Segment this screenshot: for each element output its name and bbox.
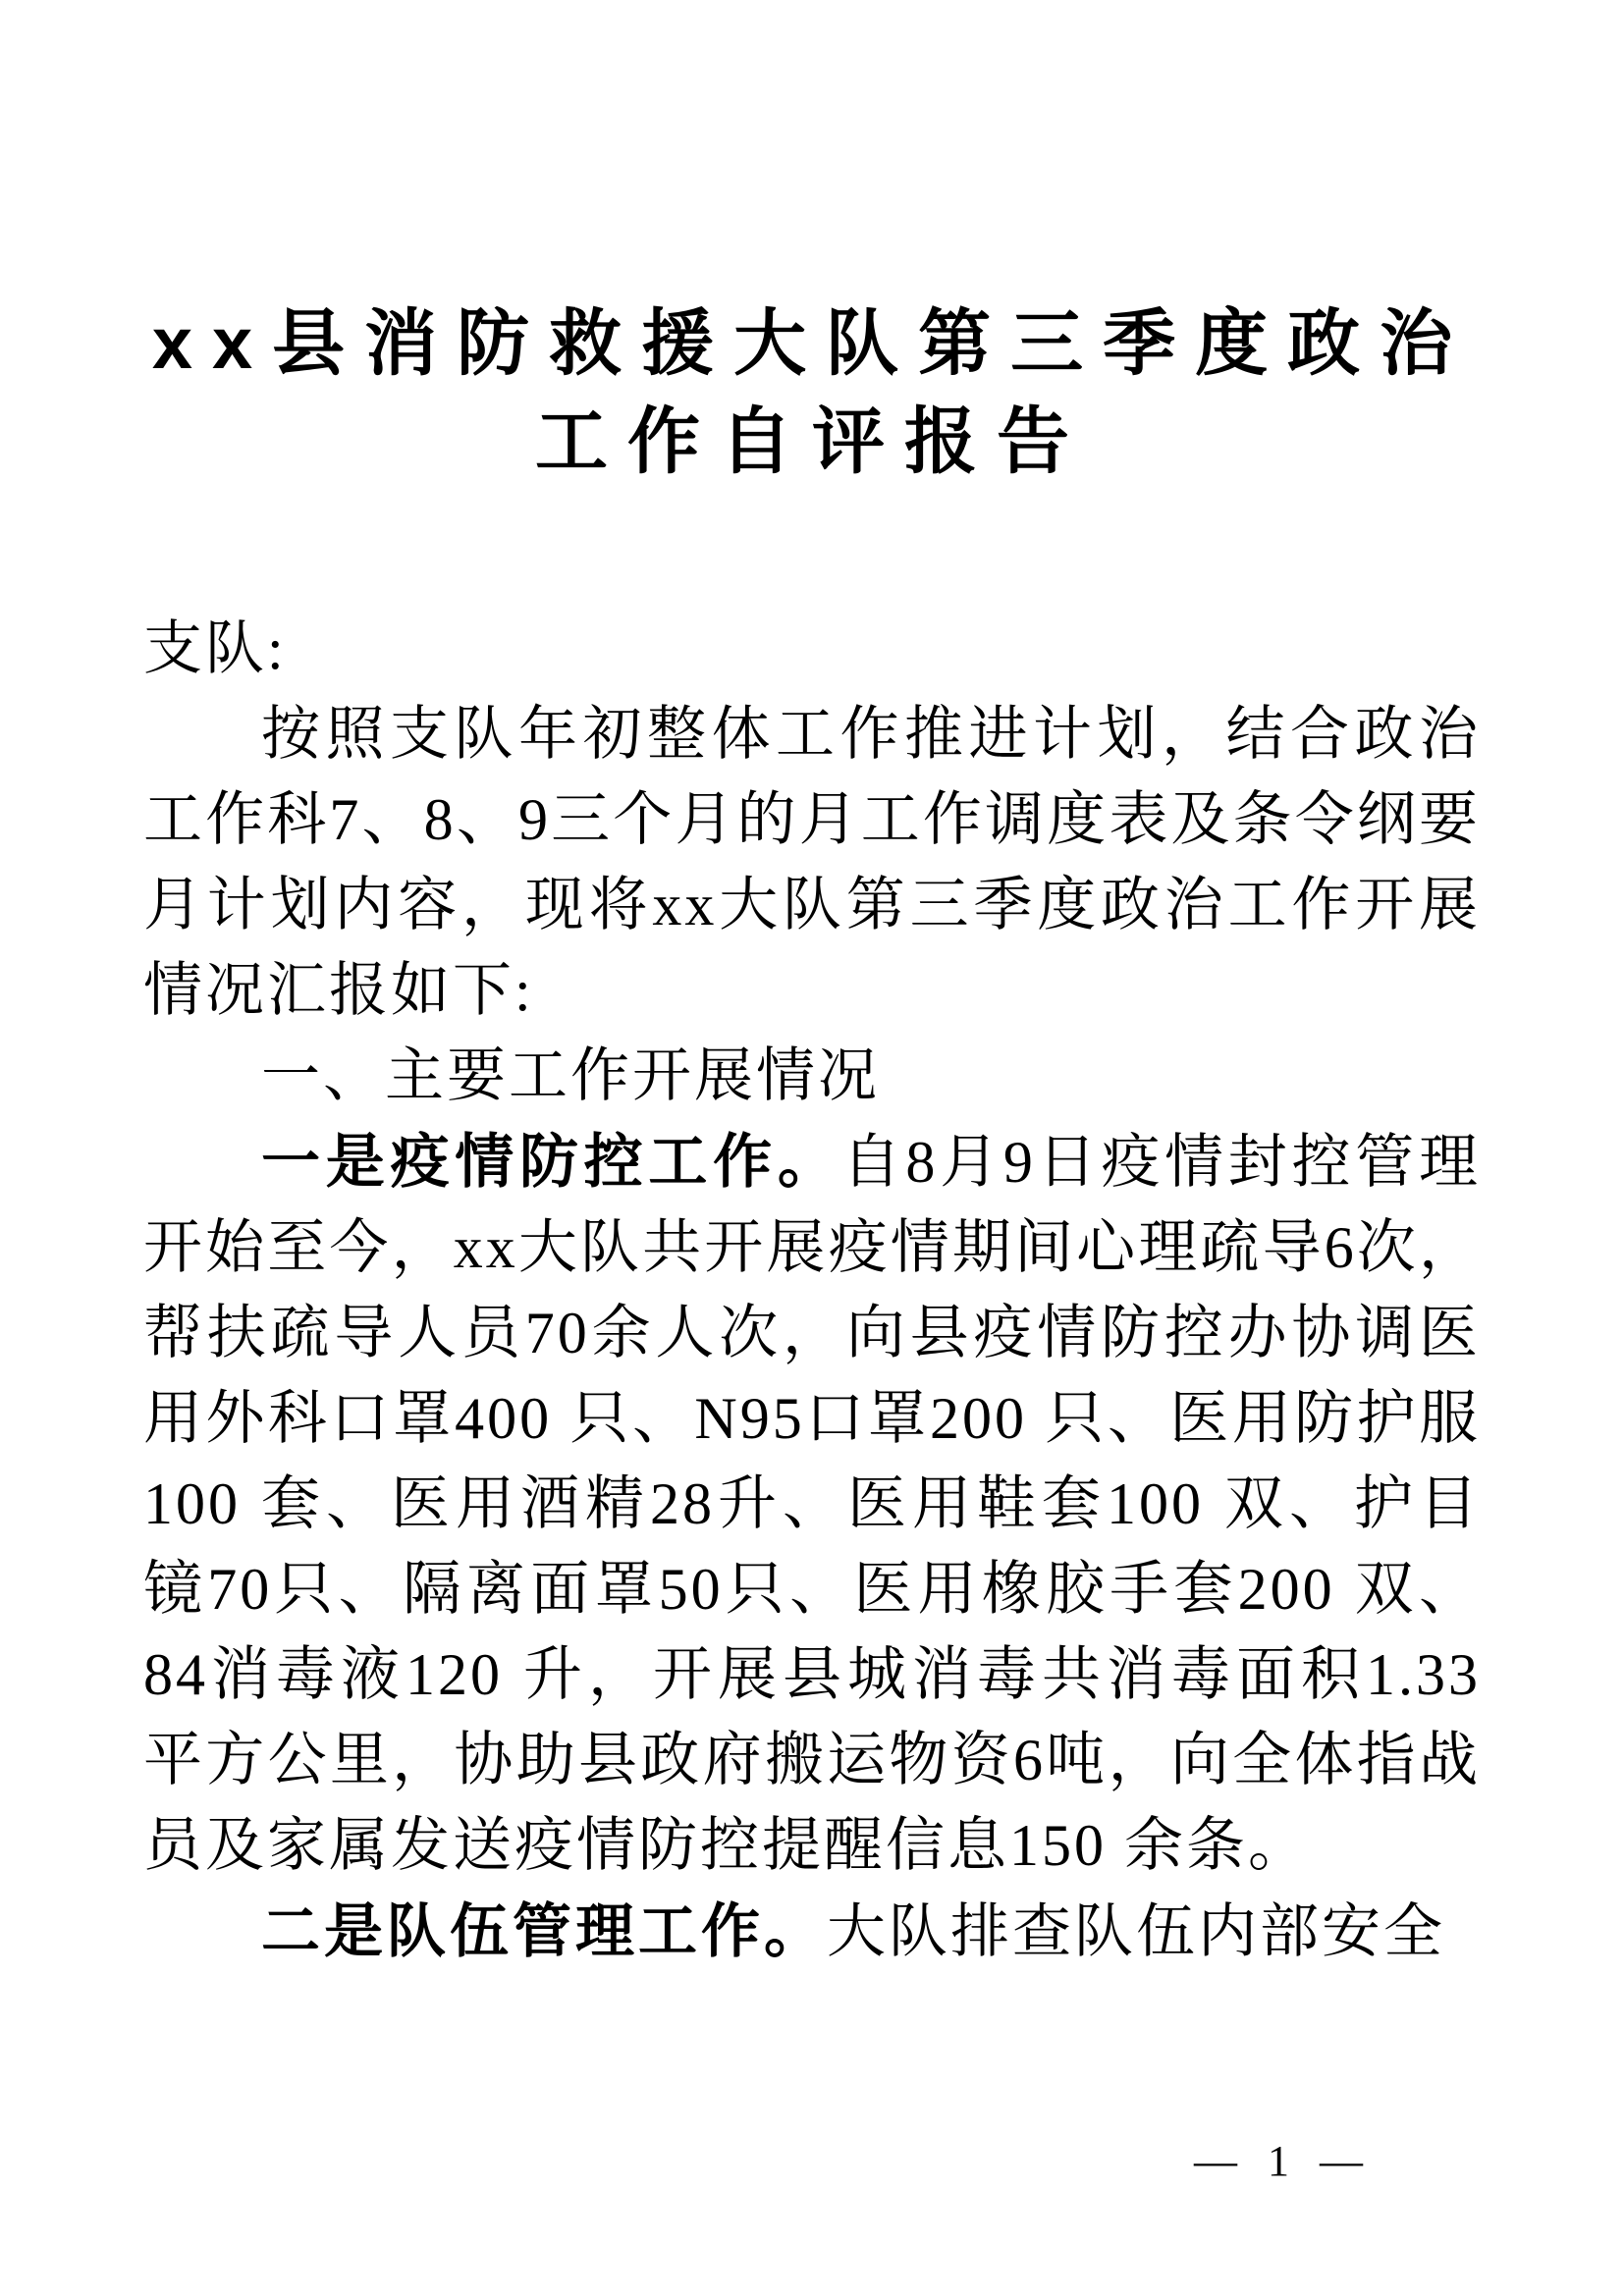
item2-lead: 二是队伍管理工作。	[261, 1898, 827, 1964]
item2-text: 大队排查队伍内部安全	[827, 1899, 1445, 1964]
page-number: — 1 —	[1194, 2137, 1373, 2185]
document-body	[143, 607, 1481, 1975]
section-heading: 一、主要工作开展情况	[261, 1043, 880, 1108]
item1-paragraph	[143, 1119, 1481, 1889]
item2-paragraph	[143, 1889, 1481, 1975]
title-line-2: 工作自评报告	[535, 400, 1089, 482]
title-line-1: xx县消防救援大队第三季度政治	[151, 302, 1473, 384]
item1-text: 自8月9日疫情封控管理开始至今，xx大队共开展疫情期间心理疏导6次，帮扶疏导人员70余人次，向县疫情防控办协调医用外科口罩400 只、N95口罩200 只、医用防护服100 套、医用酒精28升、医用鞋套100 双、护目镜70只、隔离面罩50只、医用橡胶手套200 双、84消毒液120 升，开展县城消毒共消毒面积1.33平方公里，协助县政府搬运物资6吨，向全体指战员及家属发送疫情防控提醒信息150 余条。	[143, 1130, 1482, 1878]
salutation: 支队:	[143, 616, 287, 681]
document-title	[143, 294, 1481, 491]
intro-paragraph: 按照支队年初整体工作推进计划，结合政治工作科7、8、9三个月的月工作调度表及条令纲要月计划内容，现将xx大队第三季度政治工作开展情况汇报如下:	[143, 702, 1481, 1023]
item1-lead: 一是疫情防控工作。	[261, 1129, 842, 1195]
